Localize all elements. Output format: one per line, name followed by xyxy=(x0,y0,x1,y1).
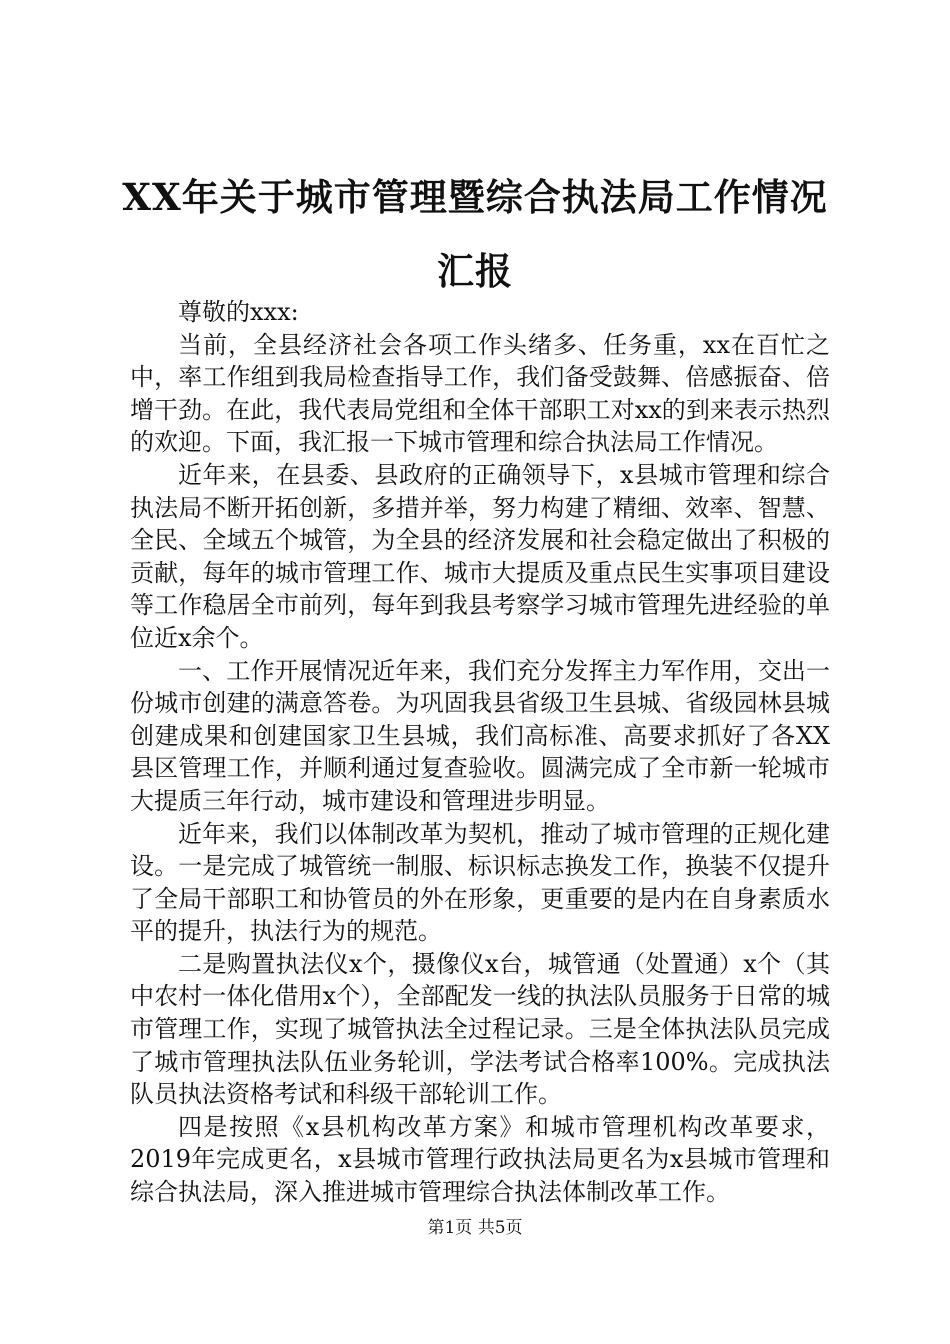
body-paragraph: 当前，全县经济社会各项工作头绪多、任务重，xx在百忙之中，率工作组到我局检查指导工作，我们备受鼓舞、倍感振奋、倍增干劲。在此，我代表局党组和全体干部职工对xx的到来表示热烈的欢迎。下面，我汇报一下城市管理和综合执法局工作情况。 xyxy=(130,330,830,457)
body-paragraph: 近年来，我们以体制改革为契机，推动了城市管理的正规化建设。一是完成了城管统一制服、标识标志换发工作，换装不仅提升了全局干部职工和协管员的外在形象，更重要的是内在自身素质水平的提升，执法行为的规范。 xyxy=(130,819,830,946)
salutation-paragraph: 尊敬的xxx: xyxy=(178,298,299,326)
body-paragraph: 一、工作开展情况近年来，我们充分发挥主力军作用，交出一份城市创建的满意答卷。为巩固我县省级卫生县城、省级园林县城创建成果和创建国家卫生县城，我们高标准、高要求抓好了各XX县区管理工作，并顺利通过复查验收。圆满完成了全市新一轮城市大提质三年行动，城市建设和管理进步明显。 xyxy=(130,656,830,815)
body-paragraph: 近年来，在县委、县政府的正确领导下，x县城市管理和综合执法局不断开拓创新，多措并举，努力构建了精细、效率、智慧、全民、全域五个城管，为全县的经济发展和社会稳定做出了积极的贡献，每年的城市管理工作、城市大提质及重点民生实事项目建设等工作稳居全市前列，每年到我县考察学习城市管理先进经验的单位近x余个。 xyxy=(130,460,830,652)
page-number-footer: 第1页 共5页 xyxy=(427,1218,523,1238)
document-title: XX年关于城市管理暨综合执法局工作情况汇报 xyxy=(122,175,828,293)
document-body xyxy=(130,296,830,1209)
body-paragraph: 四是按照《x县机构改革方案》和城市管理机构改革要求，2019年完成更名，x县城市管理行政执法局更名为x县城市管理和综合执法局，深入推进城市管理综合执法体制改革工作。 xyxy=(130,1112,830,1207)
body-paragraph: 二是购置执法仪x个，摄像仪x台，城管通（处置通）x个（其中农村一体化借用x个），全部配发一线的执法队员服务于日常的城市管理工作，实现了城管执法全过程记录。三是全体执法队员完成了城市管理执法队伍业务轮训，学法考试合格率100%。完成执法队员执法资格考试和科级干部轮训工作。 xyxy=(130,949,830,1109)
